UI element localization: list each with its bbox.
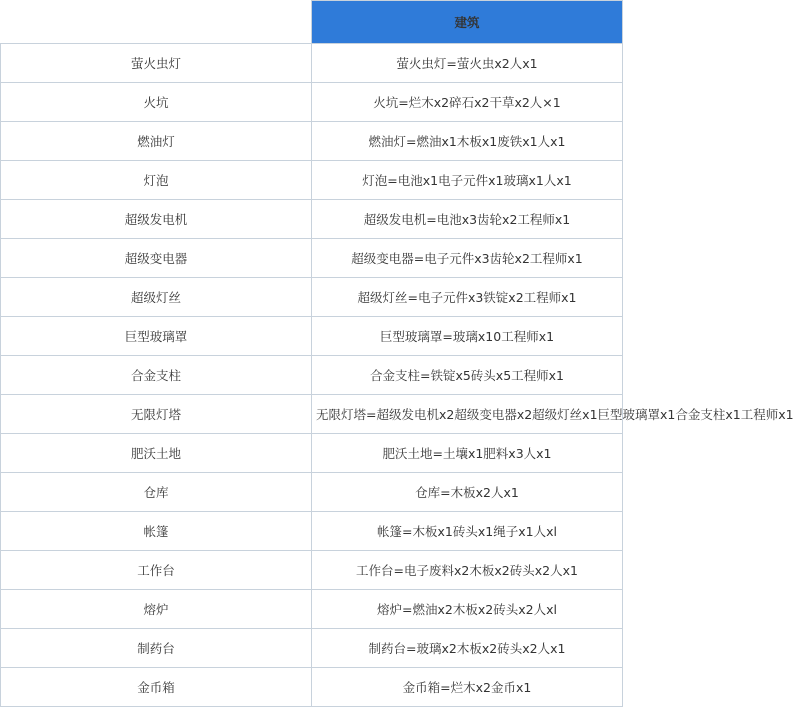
- table-row: [1, 161, 623, 200]
- recipe-cell: 燃油灯=燃油x1木板x1废铁x1人x1: [312, 122, 623, 161]
- building-name-cell: 仓库: [1, 473, 312, 512]
- table-header-row: [1, 1, 623, 44]
- building-name-cell: 巨型玻璃罩: [1, 317, 312, 356]
- table-row: [1, 473, 623, 512]
- recipe-cell: 工作台=电子废料x2木板x2砖头x2人x1: [312, 551, 623, 590]
- table-row: [1, 83, 623, 122]
- recipe-cell: 超级灯丝=电子元件x3铁锭x2工程师x1: [312, 278, 623, 317]
- building-name-cell: 帐篷: [1, 512, 312, 551]
- building-name-cell: 工作台: [1, 551, 312, 590]
- recipe-cell: 巨型玻璃罩=玻璃x10工程师x1: [312, 317, 623, 356]
- building-name-cell: 萤火虫灯: [1, 44, 312, 83]
- recipe-cell: 熔炉=燃油x2木板x2砖头x2人xl: [312, 590, 623, 629]
- table-row: [1, 551, 623, 590]
- table-row: [1, 122, 623, 161]
- building-name-cell: 肥沃土地: [1, 434, 312, 473]
- recipe-cell: 萤火虫灯=萤火虫x2人x1: [312, 44, 623, 83]
- table-row: [1, 200, 623, 239]
- table-row: [1, 44, 623, 83]
- building-name-cell: 熔炉: [1, 590, 312, 629]
- table-row: [1, 434, 623, 473]
- table-row: [1, 317, 623, 356]
- recipe-cell: 超级变电器=电子元件x3齿轮x2工程师x1: [312, 239, 623, 278]
- table-body: [1, 44, 794, 707]
- building-name-cell: 无限灯塔: [1, 395, 312, 434]
- header-blank-cell: [1, 1, 312, 44]
- table-row: [1, 278, 623, 317]
- building-name-cell: 金币箱: [1, 668, 312, 707]
- recipe-cell: 灯泡=电池x1电子元件x1玻璃x1人x1: [312, 161, 623, 200]
- building-name-cell: 超级发电机: [1, 200, 312, 239]
- building-name-cell: 合金支柱: [1, 356, 312, 395]
- building-name-cell: 火坑: [1, 83, 312, 122]
- recipe-cell: 火坑=烂木x2碎石x2干草x2人×1: [312, 83, 623, 122]
- recipe-cell: 肥沃土地=土壤x1肥料x3人x1: [312, 434, 623, 473]
- table-row: [1, 239, 623, 278]
- recipe-cell: 帐篷=木板x1砖头x1绳子x1人xl: [312, 512, 623, 551]
- building-name-cell: 灯泡: [1, 161, 312, 200]
- building-name-cell: 燃油灯: [1, 122, 312, 161]
- building-name-cell: 制药台: [1, 629, 312, 668]
- recipe-cell: 无限灯塔=超级发电机x2超级变电器x2超级灯丝x1巨型玻璃罩x1合金支柱x1工程师x1: [312, 395, 623, 434]
- table-row: [1, 590, 623, 629]
- building-name-cell: 超级灯丝: [1, 278, 312, 317]
- recipe-cell: 合金支柱=铁锭x5砖头x5工程师x1: [312, 356, 623, 395]
- table-row: [1, 512, 623, 551]
- recipe-cell: 制药台=玻璃x2木板x2砖头x2人x1: [312, 629, 623, 668]
- table-row: [1, 629, 623, 668]
- recipe-cell: 超级发电机=电池x3齿轮x2工程师x1: [312, 200, 623, 239]
- table-title: 建筑: [312, 1, 623, 44]
- table-row: [1, 668, 623, 707]
- recipe-cell: 金币箱=烂木x2金币x1: [312, 668, 623, 707]
- recipe-cell: 仓库=木板x2人x1: [312, 473, 623, 512]
- table-row: [1, 356, 623, 395]
- table-row: [1, 395, 623, 434]
- building-name-cell: 超级变电器: [1, 239, 312, 278]
